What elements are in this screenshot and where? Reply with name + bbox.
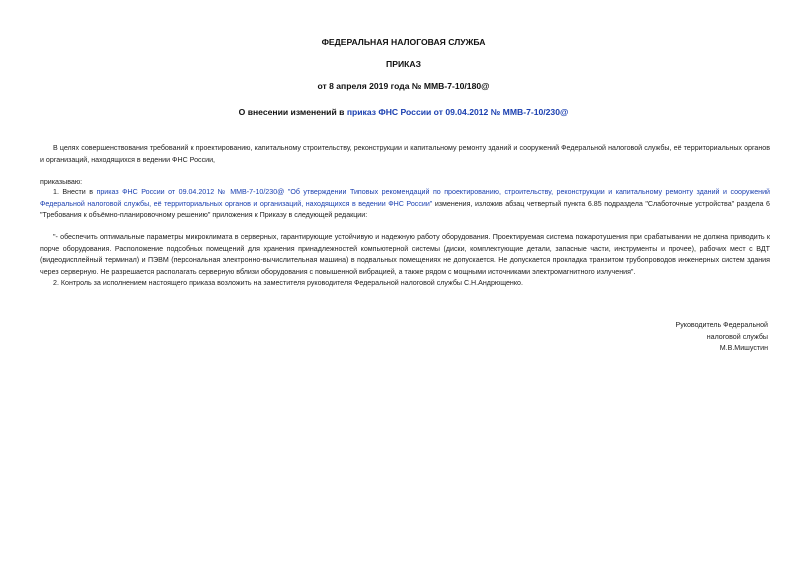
item-1 bbox=[40, 187, 770, 222]
item1-suffix: изменения, изложив абзац четвертый пункта 6.85 подраздела "Слаботочные устройства" раздела 6 "Требования к объёмно-планировочному решению" приложения к Приказу в следующей редакции: bbox=[40, 199, 771, 219]
item-2: 2. Контроль за исполнением настоящего приказа возложить на заместителя руководителя Федеральной налоговой службы С.Н.Андрющенко. bbox=[53, 279, 523, 287]
quote: "- обеспечить оптимальные параметры микроклимата в серверных, гарантирующие устойчивую и надежную работу оборудования. Проектируемая система пожаротушения при срабатывании не должна приводить к порче оборудования. Расположение подсобных помещений для хранения принадлежностей компьютерной системы (диски, комплектующие детали, запасные части, инструменты и прочее), рабочих мест с ВДТ (видеодисплейный терминал) и ПЭВМ (персональная электронно-вычислительная машина) в подвальных помещениях не допускается. Не допускается прокладка транзитом трубопроводов инженерных систем здания через серверную. Не разрешается располагать серверную вблизи оборудования с повышенной вибрацией, а также рядом с мощными источниками электромагнитного излучения". bbox=[40, 233, 770, 276]
subject-prefix: О внесении изменений в bbox=[238, 107, 347, 117]
signature-name: М.В.Мишустин bbox=[719, 344, 768, 352]
signature-line1: Руководитель Федеральной bbox=[675, 321, 768, 329]
doc-type: ПРИКАЗ bbox=[386, 59, 421, 69]
signature bbox=[676, 320, 769, 355]
subject-heading bbox=[0, 107, 807, 117]
preamble: В целях совершенствования требований к проектированию, капитальному строительству, реконструкции и капитальному ремонту зданий и сооружений Федеральной налоговой службы, её территориальных органов и организаций, находящихся в ведении ФНС России, bbox=[40, 144, 770, 164]
signature-line2: налоговой службы bbox=[706, 332, 768, 341]
agency-title: ФЕДЕРАЛЬНАЯ НАЛОГОВАЯ СЛУЖБА bbox=[321, 37, 486, 47]
date-number: от 8 апреля 2019 года № ММВ-7-10/180@ bbox=[317, 81, 490, 91]
subject-link[interactable]: приказ ФНС России от 09.04.2012 № ММВ-7-10/230@ bbox=[346, 107, 569, 117]
item1-link[interactable]: приказ ФНС России от 09.04.2012 № ММВ-7-10/230@ "Об утверждении Типовых рекомендаций по проектированию, строительству, реконструкции и капитальному ремонту зданий и сооружений Федеральной налоговой службы, её территориальных органов и организаций, находящихся в ведении ФНС России" bbox=[40, 188, 770, 208]
item1-prefix: 1. Внести в bbox=[53, 188, 97, 196]
order-word: приказываю: bbox=[40, 178, 83, 186]
